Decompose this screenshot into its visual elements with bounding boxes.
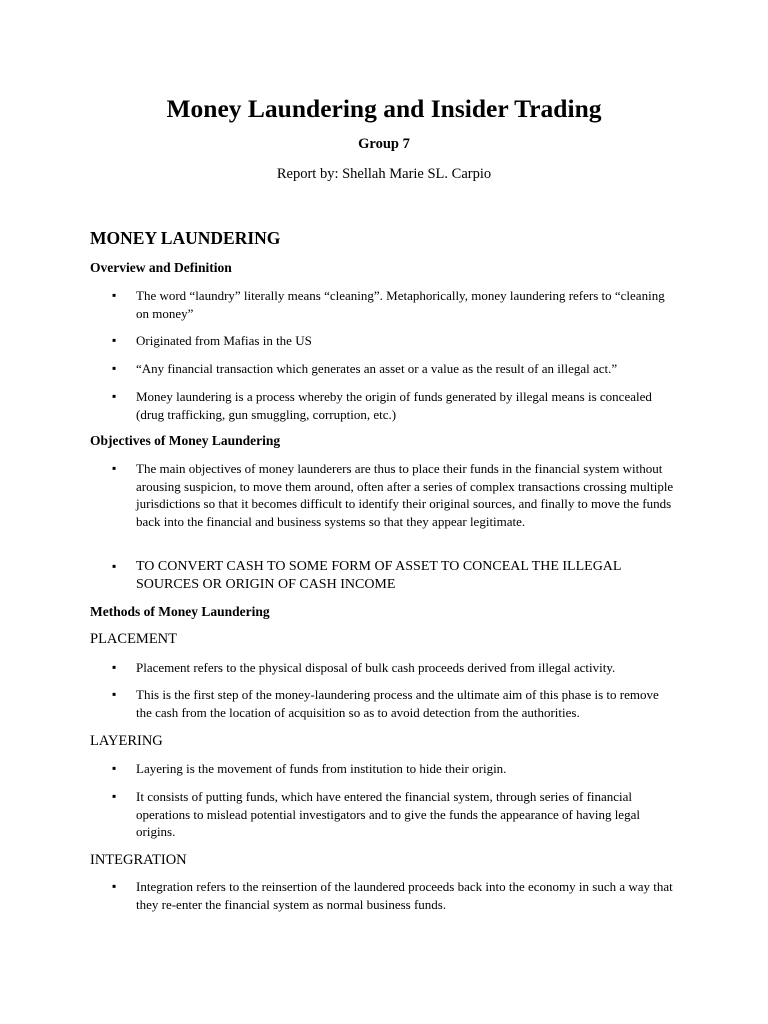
list-item-text: Placement refers to the physical disposal of bulk cash proceeds derived from illegal activity. — [136, 660, 616, 675]
document-subtitle: Group 7 — [358, 136, 410, 152]
list-item-text: Money laundering is a process whereby the origin of funds generated by illegal means is concealed (drug trafficking, gun smuggling, corruption, etc.) — [136, 389, 652, 422]
list-item-text: The main objectives of money launderers are thus to place their funds in the financial system without arousing suspicion, to move them around, often after a series of complex transactions crossing multiple jurisdictions so that it becomes difficult to identify their original sources, and finally to move the funds back into the financial and business systems so that they appear legitimate. — [136, 461, 674, 529]
bullet-icon: ▪ — [112, 361, 117, 375]
list-item-text: Originated from Mafias in the US — [136, 333, 312, 348]
list-item-text: “Any financial transaction which generates an asset or a value as the result of an illegal act.” — [136, 361, 618, 376]
bullet-icon: ▪ — [112, 389, 117, 403]
bullet-icon: ▪ — [112, 288, 117, 302]
list-item-text: The word “laundry” literally means “cleaning”. Metaphorically, money laundering refers to “cleaning on money” — [136, 288, 665, 321]
overview-heading: Overview and Definition — [90, 260, 232, 275]
layering-heading: LAYERING — [90, 733, 163, 749]
list-item-text: TO CONVERT CASH TO SOME FORM OF ASSET TO CONCEAL THE ILLEGAL SOURCES OR ORIGIN OF CASH INCOME — [136, 559, 621, 592]
placement-heading: PLACEMENT — [90, 631, 177, 647]
list-item-text: It consists of putting funds, which have entered the financial system, through series of financial operations to mislead potential investigators and to give the funds the appearance of having legal origins. — [136, 789, 640, 839]
list-item-text: This is the first step of the money-laundering process and the ultimate aim of this phase is to remove the cash from the location of acquisition so as to avoid detection from the authorities. — [136, 687, 659, 720]
methods-heading: Methods of Money Laundering — [90, 604, 270, 619]
list-item-text: Integration refers to the reinsertion of the laundered proceeds back into the economy in such a way that they re-enter the financial system as normal business funds. — [136, 879, 673, 912]
document-title: Money Laundering and Insider Trading — [166, 94, 602, 123]
bullet-icon: ▪ — [112, 461, 117, 475]
bullet-icon: ▪ — [112, 660, 117, 674]
bullet-icon: ▪ — [112, 687, 117, 701]
bullet-icon: ▪ — [112, 789, 117, 803]
bullet-icon: ▪ — [112, 879, 117, 893]
list-item-text: Layering is the movement of funds from institution to hide their origin. — [136, 761, 507, 776]
bullet-icon: ▪ — [112, 333, 117, 347]
integration-heading: INTEGRATION — [90, 852, 187, 868]
objectives-heading: Objectives of Money Laundering — [90, 433, 281, 448]
section-heading: MONEY LAUNDERING — [90, 228, 281, 248]
document-byline: Report by: Shellah Marie SL. Carpio — [276, 166, 492, 182]
bullet-icon: ▪ — [112, 761, 117, 775]
bullet-icon: ▪ — [112, 559, 117, 573]
